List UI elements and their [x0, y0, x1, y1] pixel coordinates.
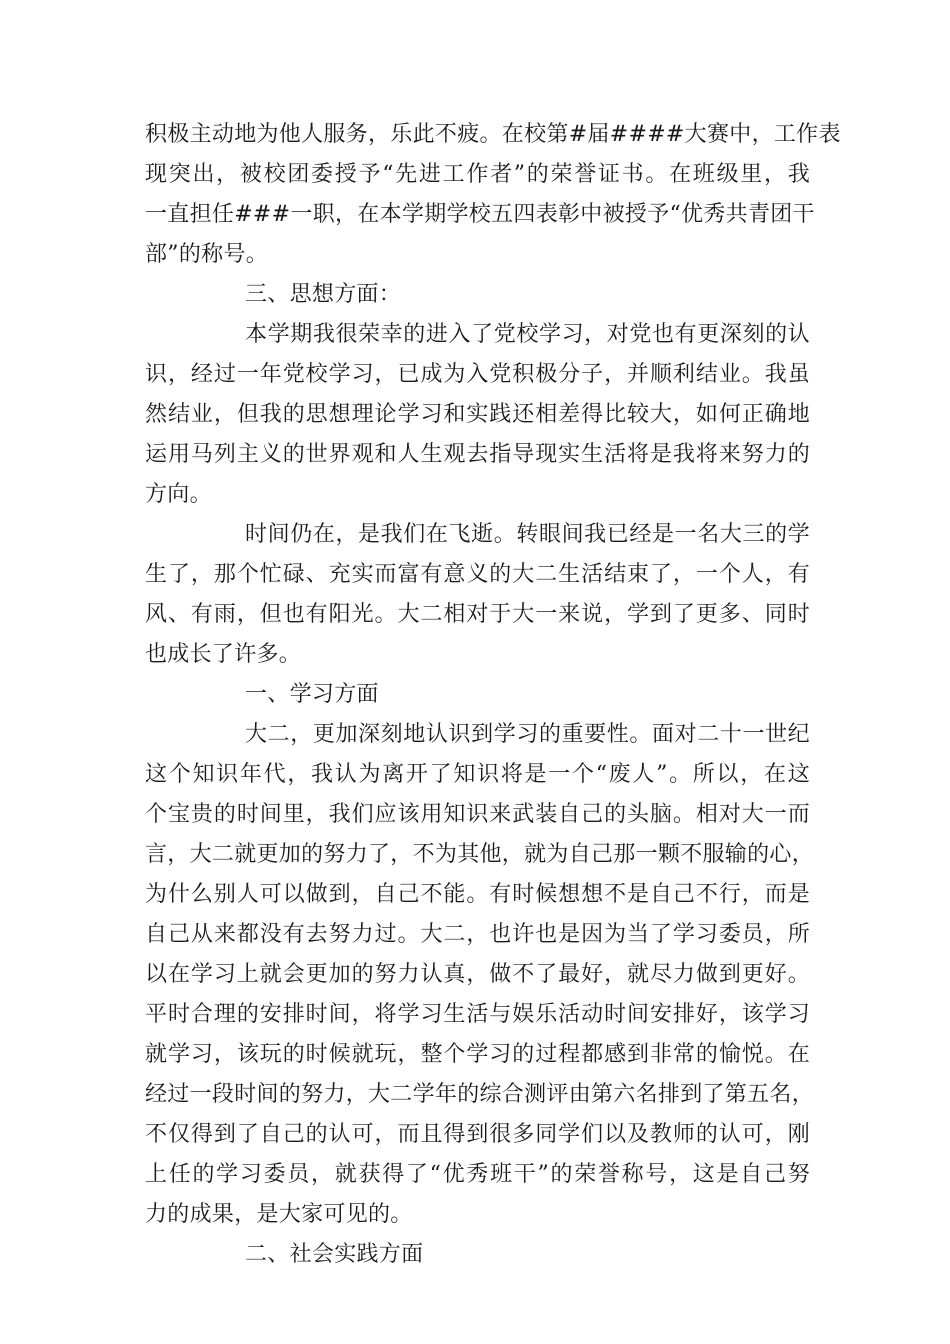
body-text-line: 这个知识年代，我认为离开了知识将是一个“废人”。所以，在这 [145, 762, 810, 787]
body-text-line: 不仅得到了自己的认可，而且得到很多同学们以及教师的认可，刚 [145, 1122, 810, 1147]
body-text-line: 经过一段时间的努力，大二学年的综合测评由第六名排到了第五名， [145, 1082, 815, 1107]
body-text-line: 积极主动地为他人服务，乐此不疲。在校第#届####大赛中，工作表 [145, 122, 841, 147]
body-text-line: 自己从来都没有去努力过。大二，也许也是因为当了学习委员，所 [145, 922, 810, 947]
body-text-line: 然结业，但我的思想理论学习和实践还相差得比较大，如何正确地 [145, 402, 810, 427]
body-text-line: 也成长了许多。 [145, 642, 302, 667]
body-text-line: 生了，那个忙碌、充实而富有意义的大二生活结束了，一个人，有 [145, 562, 810, 587]
body-text-line: 上任的学习委员，就获得了“优秀班干”的荣誉称号，这是自己努 [145, 1162, 810, 1187]
body-text-line: 以在学习上就会更加的努力认真，做不了最好，就尽力做到更好。 [145, 962, 810, 987]
body-text-line: 风、有雨，但也有阳光。大二相对于大一来说，学到了更多、同时 [145, 602, 810, 627]
body-text-line: 识，经过一年党校学习，已成为入党积极分子，并顺利结业。我虽 [145, 362, 810, 387]
section-heading: 三、思想方面： [245, 282, 402, 307]
body-text-line: 大二，更加深刻地认识到学习的重要性。面对二十一世纪 [245, 722, 810, 747]
body-text-line: 现突出，被校团委授予“先进工作者”的荣誉证书。在班级里，我 [145, 162, 810, 187]
body-text-line: 力的成果，是大家可见的。 [145, 1202, 413, 1227]
body-text-line: 运用马列主义的世界观和人生观去指导现实生活将是我将来努力的 [145, 442, 810, 467]
body-text-line: 本学期我很荣幸的进入了党校学习，对党也有更深刻的认 [245, 322, 810, 347]
body-text-line: 部”的称号。 [145, 242, 269, 267]
body-text-line: 个宝贵的时间里，我们应该用知识来武装自己的头脑。相对大一而 [145, 802, 810, 827]
section-heading: 一、学习方面 [245, 682, 379, 707]
body-text-line: 言，大二就更加的努力了，不为其他，就为自己那一颗不服输的心， [145, 842, 815, 867]
body-text-line: 方向。 [145, 482, 212, 507]
body-text-line: 一直担任###一职，在本学期学校五四表彰中被授予“优秀共青团干 [145, 202, 815, 227]
section-heading: 二、社会实践方面 [245, 1242, 424, 1267]
body-text-line: 平时合理的安排时间，将学习生活与娱乐活动时间安排好，该学习 [145, 1002, 810, 1027]
body-text-line: 就学习，该玩的时候就玩，整个学习的过程都感到非常的愉悦。在 [145, 1042, 810, 1067]
body-text-line: 为什么别人可以做到，自己不能。有时候想想不是自己不行，而是 [145, 882, 810, 907]
body-text-line: 时间仍在，是我们在飞逝。转眼间我已经是一名大三的学 [245, 522, 810, 547]
